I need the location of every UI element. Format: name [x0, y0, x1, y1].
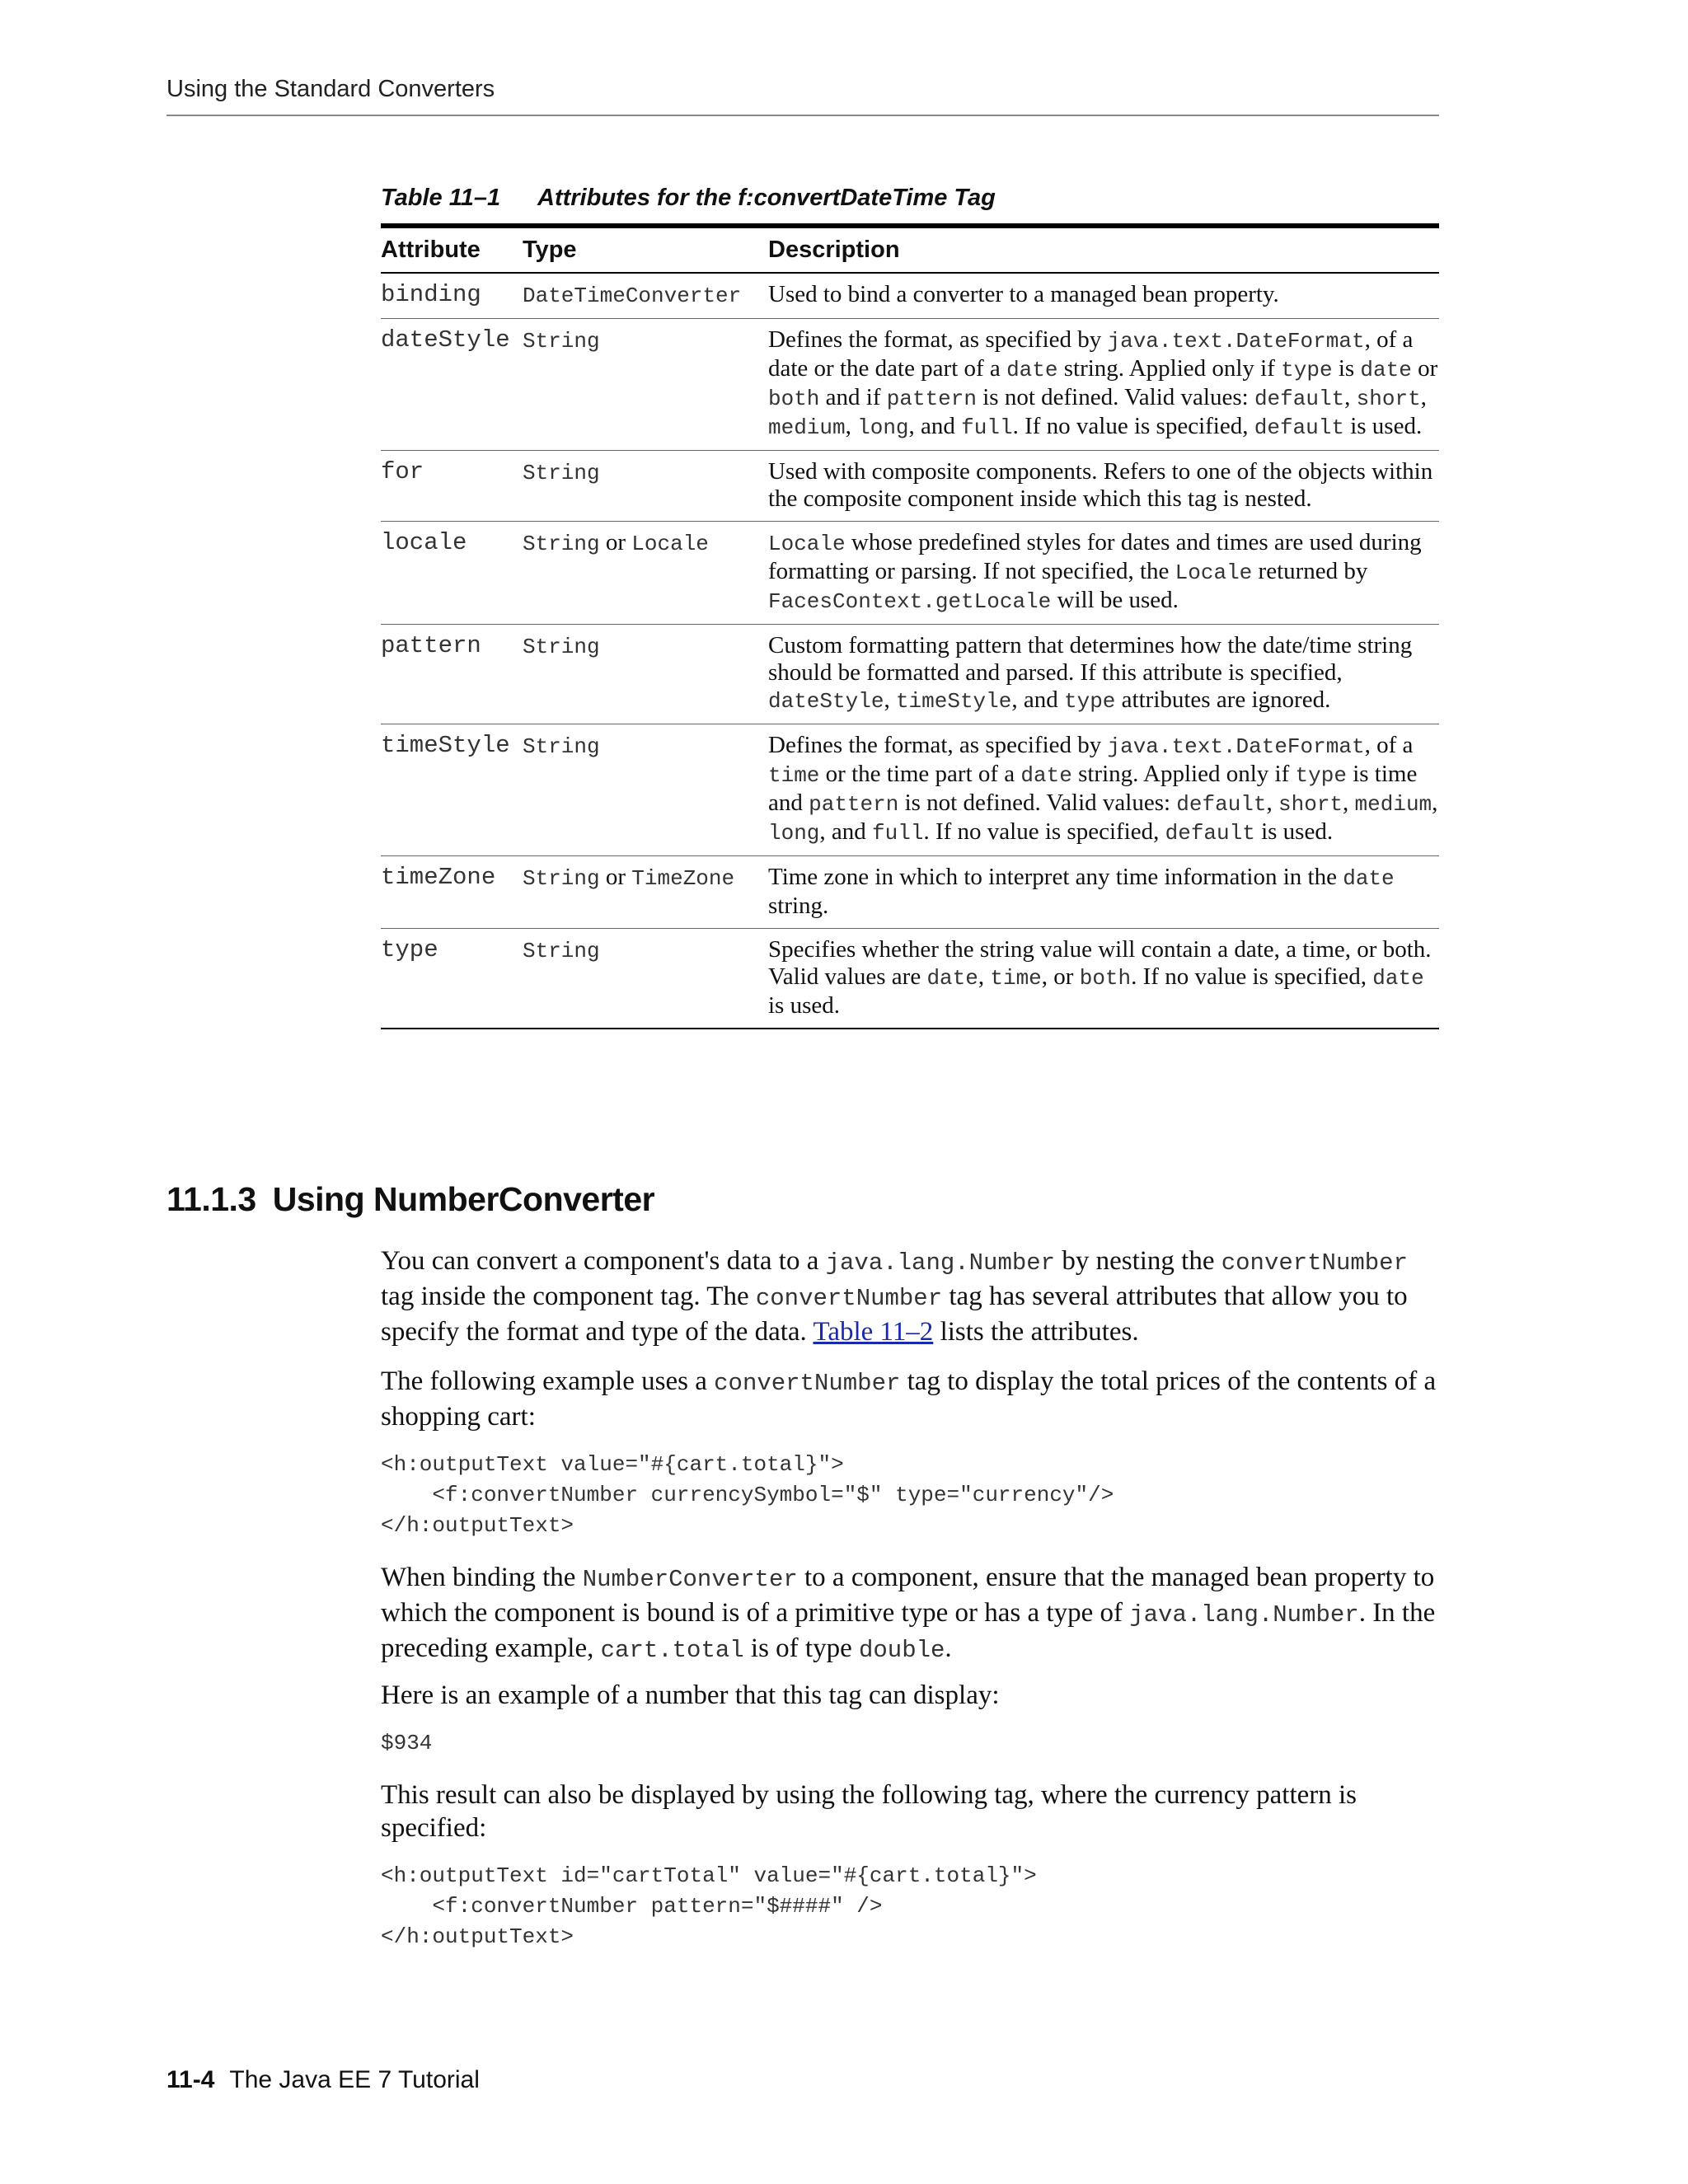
text-run: . — [945, 1633, 952, 1663]
code-line: </h:outputText> — [381, 1513, 574, 1538]
code-term: date — [1372, 966, 1424, 991]
text-run: to a component, ensure that the managed bean property to which the component is bound is of a primitive type or has a type of — [381, 1563, 1435, 1628]
text-run: or — [599, 529, 632, 555]
code-term: Locale — [1175, 560, 1253, 585]
table-caption — [381, 185, 996, 212]
code-term: long — [857, 415, 909, 440]
type-cell — [523, 522, 768, 625]
code-term: date — [1343, 866, 1395, 891]
text-run: When binding the — [381, 1563, 583, 1592]
code-term: date — [1006, 358, 1058, 382]
text-run: tag inside the component tag. The — [381, 1282, 756, 1311]
text-run: whose predefined styles for dates and times are used during formatting or parsing. If not specified, the — [768, 529, 1422, 584]
table-row — [381, 273, 1439, 319]
code-term: date — [1020, 763, 1072, 788]
text-run: . If no value is specified, — [923, 818, 1165, 845]
text-run: is not defined. Valid values: — [976, 384, 1254, 410]
code-line: </h:outputText> — [381, 1924, 574, 1949]
text-run: tag to display the total prices of the contents of a shopping cart: — [381, 1366, 1437, 1432]
code-term: convertNumber — [714, 1370, 901, 1397]
page-footer — [166, 2066, 480, 2094]
code-term: default — [1176, 792, 1267, 817]
table-caption-number: Table 11–1 — [381, 185, 501, 211]
code-term: java.lang.Number — [1129, 1601, 1359, 1629]
text-run: , — [845, 413, 858, 439]
page-number: 11-4 — [166, 2066, 215, 2093]
code-term: type — [1064, 689, 1116, 714]
attribute-cell: for — [381, 451, 523, 522]
type-cell — [523, 451, 768, 522]
code-term: convertNumber — [1221, 1249, 1408, 1277]
code-term: time — [768, 763, 820, 788]
code-term: java.lang.Number — [825, 1249, 1056, 1277]
text-run: Defines the format, as specified by — [768, 732, 1108, 758]
column-header-type: Type — [523, 226, 768, 273]
code-term: Locale — [631, 532, 709, 556]
text-run: , — [978, 963, 991, 990]
type-cell — [523, 273, 768, 319]
text-run: string. — [768, 893, 829, 919]
text-run: is — [1332, 355, 1361, 382]
text-run: , — [1420, 384, 1427, 410]
description-cell — [768, 724, 1439, 856]
code-term: String — [523, 734, 600, 759]
code-term: Locale — [768, 532, 846, 556]
body-paragraph — [381, 1679, 1444, 1712]
code-term: full — [961, 415, 1013, 440]
code-term: full — [872, 821, 924, 846]
code-term: pattern — [886, 387, 977, 411]
code-term: String — [523, 939, 600, 963]
code-term: default — [1165, 821, 1255, 846]
code-term: date — [1360, 358, 1412, 382]
column-header-attribute: Attribute — [381, 226, 523, 273]
text-run: lists the attributes. — [933, 1317, 1139, 1347]
attribute-cell: timeZone — [381, 856, 523, 929]
code-term: long — [768, 821, 820, 846]
text-run: or the time part of a — [819, 761, 1021, 787]
section-heading — [166, 1180, 654, 1219]
body-paragraph — [381, 1244, 1444, 1348]
attribute-cell: pattern — [381, 625, 523, 724]
code-term: cart.total — [600, 1637, 744, 1664]
table-caption-title: Attributes for the f:convertDateTime Tag — [537, 185, 996, 211]
code-term: String — [523, 329, 600, 354]
text-run: and if — [819, 384, 887, 410]
code-line: $934 — [381, 1731, 433, 1755]
code-term: pattern — [809, 792, 899, 817]
text-run: Time zone in which to interpret any time information in the — [768, 864, 1343, 890]
text-run: , and — [819, 818, 873, 845]
code-term: medium — [768, 415, 846, 440]
description-cell — [768, 273, 1439, 319]
table-row — [381, 856, 1439, 929]
code-term: DateTimeConverter — [523, 284, 742, 308]
code-example — [381, 1861, 1444, 1952]
text-run: returned by — [1252, 558, 1368, 584]
book-title: The Java EE 7 Tutorial — [229, 2066, 480, 2093]
code-term: double — [859, 1637, 945, 1664]
description-cell — [768, 451, 1439, 522]
code-term: dateStyle — [768, 689, 884, 714]
text-run: , of a date or the date part of a — [768, 326, 1414, 382]
code-term: timeStyle — [895, 689, 1012, 714]
text-run: , — [1344, 384, 1357, 410]
text-run: Custom formatting pattern that determines how the date/time string should be formatted and parsed. If this attribute is specified, — [768, 632, 1413, 686]
text-run: or — [1411, 355, 1438, 382]
table-body — [381, 273, 1439, 1029]
attribute-cell: dateStyle — [381, 319, 523, 451]
text-run: is of type — [743, 1633, 859, 1663]
table-row — [381, 929, 1439, 1029]
text-run: or — [599, 864, 632, 890]
code-term: String — [523, 461, 600, 485]
attribute-cell: timeStyle — [381, 724, 523, 856]
text-run: Used with composite components. Refers to one of the objects within the composite component inside which this tag is nested. — [768, 458, 1433, 512]
text-run: , and — [908, 413, 962, 439]
code-line: <h:outputText id="cartTotal" value="#{cart.total}"> — [381, 1863, 1037, 1888]
text-run: is used. — [768, 992, 840, 1019]
text-run: , — [884, 687, 896, 713]
text-run: will be used. — [1051, 587, 1179, 613]
section-title: Using NumberConverter — [272, 1180, 655, 1218]
running-header: Using the Standard Converters — [166, 76, 495, 102]
cross-reference-link[interactable]: Table 11–2 — [813, 1317, 934, 1347]
code-term: default — [1254, 415, 1344, 440]
code-term: java.text.DateFormat — [1107, 329, 1365, 354]
table-row — [381, 724, 1439, 856]
text-run: tag has several attributes that allow you to specify the format and type of the data. — [381, 1282, 1408, 1347]
text-run: You can convert a component's data to a — [381, 1246, 826, 1276]
text-run: , — [1343, 790, 1355, 816]
code-line: <h:outputText value="#{cart.total}"> — [381, 1452, 844, 1477]
code-term: short — [1278, 792, 1343, 817]
text-run: , or — [1041, 963, 1080, 990]
code-term: String — [523, 866, 600, 891]
text-run: . If no value is specified, — [1131, 963, 1373, 990]
text-run: is not defined. Valid values: — [898, 790, 1177, 816]
code-example — [381, 1450, 1444, 1541]
text-run: Specifies whether the string value will contain a date, a time, or both. Valid values are — [768, 936, 1432, 990]
column-header-description: Description — [768, 226, 1439, 273]
section-number: 11.1.3 — [166, 1180, 256, 1218]
section-body — [381, 1228, 1444, 1952]
attribute-cell: binding — [381, 273, 523, 319]
text-run: . In the preceding example, — [381, 1598, 1436, 1663]
attribute-cell: type — [381, 936, 438, 963]
table-row — [381, 522, 1439, 625]
description-cell — [768, 319, 1439, 451]
code-term: short — [1356, 387, 1421, 411]
text-run: The following example uses a — [381, 1366, 715, 1396]
text-run: string. Applied only if — [1071, 761, 1296, 787]
code-term: both — [1079, 966, 1132, 991]
table-header-row — [381, 226, 1439, 273]
code-term: FacesContext.getLocale — [768, 589, 1052, 614]
attributes-table — [381, 223, 1439, 1029]
body-paragraph — [381, 1561, 1444, 1667]
text-run: , and — [1011, 687, 1064, 713]
description-cell — [768, 856, 1439, 929]
code-term: type — [1281, 358, 1333, 382]
table-row — [381, 625, 1439, 724]
text-run: attributes are ignored. — [1115, 687, 1331, 713]
code-term: convertNumber — [755, 1285, 943, 1312]
text-run: This result can also be displayed by using the following tag, where the currency pattern is specified: — [381, 1780, 1357, 1843]
body-paragraph — [381, 1365, 1444, 1433]
description-cell — [768, 522, 1439, 625]
body-paragraph — [381, 1779, 1444, 1844]
text-run: by nesting the — [1055, 1246, 1221, 1276]
table-row — [381, 451, 1439, 522]
text-run: is used. — [1343, 413, 1423, 439]
code-term: NumberConverter — [582, 1566, 798, 1593]
description-cell — [768, 625, 1439, 724]
code-term: String — [523, 532, 600, 556]
text-run: is time and — [768, 761, 1418, 816]
code-term: String — [523, 635, 600, 659]
code-term: time — [990, 966, 1042, 991]
text-run: Here is an example of a number that this tag can display: — [381, 1680, 1000, 1710]
code-term: default — [1254, 387, 1345, 411]
text-run: string. Applied only if — [1057, 355, 1282, 382]
type-cell — [523, 856, 768, 929]
type-cell — [523, 625, 768, 724]
code-example — [381, 1728, 1444, 1759]
text-run: . If no value is specified, — [1012, 413, 1254, 439]
description-cell — [768, 929, 1439, 1029]
type-cell — [523, 724, 768, 856]
table-row — [381, 319, 1439, 451]
header-divider — [166, 115, 1439, 116]
text-run: , — [1432, 790, 1438, 816]
code-term: TimeZone — [631, 866, 735, 891]
type-cell — [523, 319, 768, 451]
code-term: java.text.DateFormat — [1107, 734, 1365, 759]
code-term: type — [1295, 763, 1347, 788]
text-run: , of a — [1364, 732, 1414, 758]
attribute-cell: locale — [381, 522, 523, 625]
code-term: both — [768, 387, 820, 411]
text-run: , — [1266, 790, 1279, 816]
type-cell — [523, 929, 768, 1029]
text-run: Defines the format, as specified by — [768, 326, 1108, 353]
code-term: medium — [1354, 792, 1432, 817]
code-term: date — [926, 966, 978, 991]
code-line: <f:convertNumber currencySymbol="$" type="currency"/> — [381, 1483, 1114, 1507]
text-run: Used to bind a converter to a managed bean property. — [768, 281, 1279, 307]
code-line: <f:convertNumber pattern="$####" /> — [381, 1894, 883, 1919]
text-run: is used. — [1254, 818, 1334, 845]
